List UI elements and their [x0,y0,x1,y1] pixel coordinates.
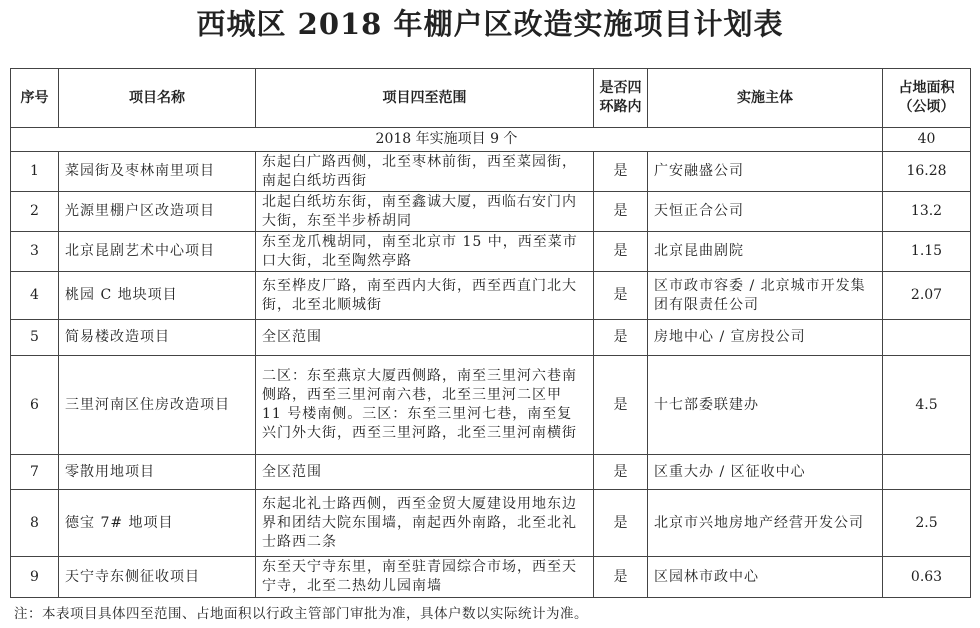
table-row [11,232,971,272]
project-name: 光源里棚户区改造项目 [59,192,256,232]
table-row [11,557,971,598]
area-hectares: 13.2 [883,192,971,232]
header-owner: 实施主体 [648,69,883,128]
project-name: 天宁寺东侧征收项目 [59,557,256,598]
table-row [11,455,971,490]
row-number: 8 [11,490,59,557]
subtotal-label: 2018 年实施项目 9 个 [11,128,883,152]
subtotal-row [11,128,971,152]
area-hectares: 4.5 [883,356,971,455]
row-number: 7 [11,455,59,490]
header-no: 序号 [11,69,59,128]
project-name: 桃园 C 地块项目 [59,272,256,320]
project-scope: 东起北礼士路西侧，西至金贸大厦建设用地东边界和团结大院东围墙，南起西外南路，北至北礼士路西二条 [256,490,594,557]
project-name: 零散用地项目 [59,455,256,490]
project-name: 简易楼改造项目 [59,320,256,356]
area-hectares: 2.5 [883,490,971,557]
inside-ring-road: 是 [594,152,648,192]
inside-ring-road: 是 [594,320,648,356]
inside-ring-road: 是 [594,356,648,455]
page-title: 西城区 2018 年棚户区改造实施项目计划表 [196,7,784,41]
header-name: 项目名称 [59,69,256,128]
table-row [11,320,971,356]
project-scope: 东起白广路西侧，北至枣林前街，西至菜园街，南起白纸坊西街 [256,152,594,192]
project-scope: 二区：东至燕京大厦西侧路，南至三里河六巷南侧路，西至三里河南六巷，北至三里河二区甲 11 号楼南侧。三区：东至三里河七巷，南至复兴门外大街，西至三里河路，北至三里河南横街 [256,356,594,455]
area-hectares [883,455,971,490]
implementing-entity: 区市政市容委 / 北京城市开发集团有限责任公司 [648,272,883,320]
area-hectares: 2.07 [883,272,971,320]
header-area: 占地面积（公顷） [883,69,971,128]
table-row [11,152,971,192]
table-row [11,272,971,320]
project-scope: 东至天宁寺东里，南至驻青园综合市场，西至天宁寺，北至二热幼儿园南墙 [256,557,594,598]
project-name: 三里河南区住房改造项目 [59,356,256,455]
row-number: 2 [11,192,59,232]
implementing-entity: 区重大办 / 区征收中心 [648,455,883,490]
row-number: 5 [11,320,59,356]
implementing-entity: 十七部委联建办 [648,356,883,455]
inside-ring-road: 是 [594,490,648,557]
implementing-entity: 北京市兴地房地产经营开发公司 [648,490,883,557]
area-hectares [883,320,971,356]
project-scope: 东至桦皮厂路，南至西内大街，西至西直门北大街，北至北顺城街 [256,272,594,320]
row-number: 6 [11,356,59,455]
inside-ring-road: 是 [594,232,648,272]
row-number: 4 [11,272,59,320]
project-scope: 东至龙爪槐胡同，南至北京市 15 中，西至菜市口大街，北至陶然亭路 [256,232,594,272]
project-name: 德宝 7# 地项目 [59,490,256,557]
area-hectares: 1.15 [883,232,971,272]
inside-ring-road: 是 [594,272,648,320]
project-scope: 全区范围 [256,455,594,490]
table-header [11,69,971,128]
header-scope: 项目四至范围 [256,69,594,128]
area-hectares: 16.28 [883,152,971,192]
project-table [10,68,971,598]
table-row [11,192,971,232]
implementing-entity: 天恒正合公司 [648,192,883,232]
project-name: 菜园街及枣林南里项目 [59,152,256,192]
implementing-entity: 区园林市政中心 [648,557,883,598]
project-scope: 全区范围 [256,320,594,356]
project-scope: 北起白纸坊东街，南至鑫诚大厦，西临右安门内大街，东至半步桥胡同 [256,192,594,232]
table-row [11,356,971,455]
inside-ring-road: 是 [594,557,648,598]
row-number: 1 [11,152,59,192]
implementing-entity: 房地中心 / 宣房投公司 [648,320,883,356]
implementing-entity: 北京昆曲剧院 [648,232,883,272]
implementing-entity: 广安融盛公司 [648,152,883,192]
project-name: 北京昆剧艺术中心项目 [59,232,256,272]
inside-ring-road: 是 [594,192,648,232]
subtotal-area: 40 [883,128,971,152]
footnote: 注：本表项目具体四至范围、占地面积以行政主管部门审批为准，具体户数以实际统计为准。 [14,606,588,622]
header-inside: 是否四环路内 [594,69,648,128]
row-number: 3 [11,232,59,272]
area-hectares: 0.63 [883,557,971,598]
inside-ring-road: 是 [594,455,648,490]
row-number: 9 [11,557,59,598]
table-row [11,490,971,557]
